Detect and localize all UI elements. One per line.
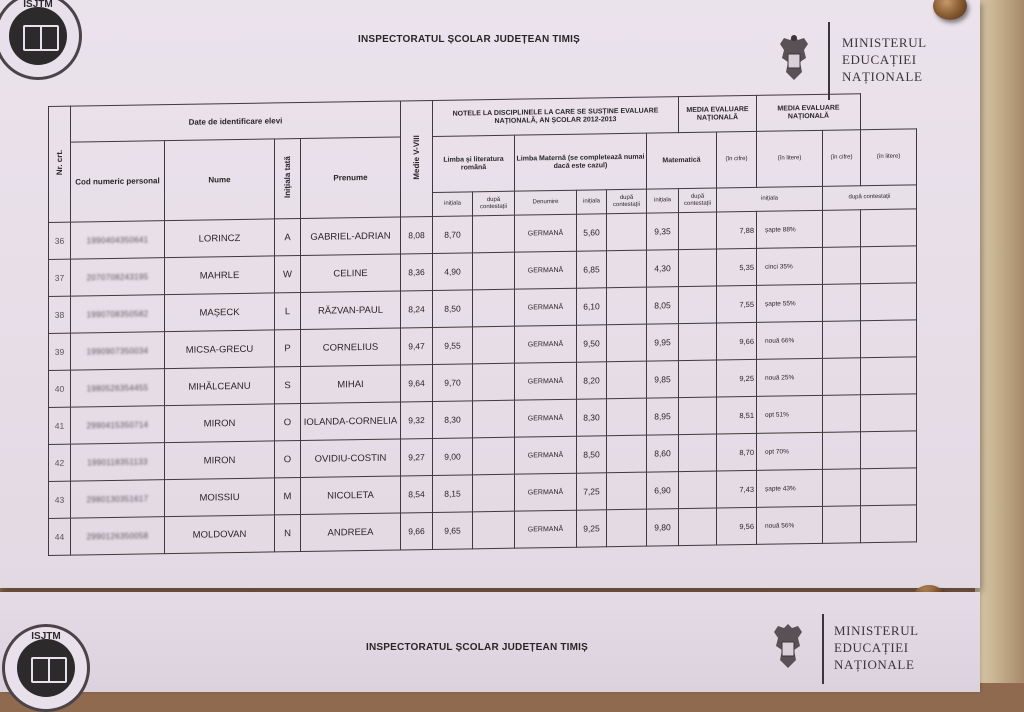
row-media2-cifre	[823, 284, 861, 322]
row-prenume: RĂZVAN-PAUL	[301, 291, 401, 330]
inspectorate-title: INSPECTORATUL ȘCOLAR JUDEȚEAN TIMIȘ	[358, 34, 581, 45]
row-media-cifre: 7,88	[717, 211, 757, 249]
ministry-name: MINISTERUL EDUCAȚIEI NAȚIONALE	[842, 35, 927, 84]
sub-materna-denumire: Denumire	[515, 190, 577, 215]
row-medie: 8,54	[401, 475, 433, 513]
col-prenume: Prenume	[301, 137, 401, 219]
row-nr: 37	[49, 259, 71, 296]
row-materna-dupa	[607, 398, 647, 436]
row-materna-nota: 8,30	[577, 399, 607, 436]
student-results-table	[48, 92, 917, 556]
sub-mate-initiala: inițiala	[647, 189, 679, 214]
row-prenume: MIHAI	[301, 365, 401, 404]
row-romana: 9,55	[433, 327, 473, 365]
row-materna-dupa	[607, 250, 647, 288]
isjtm-seal-logo-2: ISJTM	[2, 624, 90, 712]
row-materna-nota: 8,50	[577, 436, 607, 473]
row-media-litere: nouă 25%	[757, 358, 823, 396]
row-media2-litere	[861, 431, 917, 469]
row-nr: 36	[49, 222, 71, 259]
row-materna-denumire: GERMANĂ	[515, 473, 577, 511]
row-prenume: IOLANDA-CORNELIA	[301, 402, 401, 441]
row-media2-litere	[861, 283, 917, 321]
row-nr: 38	[49, 296, 71, 333]
row-media-litere: nouă 66%	[757, 321, 823, 359]
sub-mate-dupa: după contestații	[679, 188, 717, 213]
row-materna-denumire: GERMANĂ	[515, 436, 577, 474]
row-romana-dupa	[473, 215, 515, 253]
row-cnp: 1990118351133	[71, 443, 165, 481]
row-mate: 6,90	[647, 472, 679, 510]
row-materna-denumire: GERMANĂ	[515, 510, 577, 548]
row-media-cifre: 9,56	[717, 507, 757, 545]
row-media-litere: nouă 56%	[757, 506, 823, 544]
row-media-cifre: 9,66	[717, 322, 757, 360]
row-media2-litere	[861, 320, 917, 358]
row-initiala: W	[275, 256, 301, 293]
row-materna-nota: 8,20	[577, 362, 607, 399]
row-mate: 8,60	[647, 435, 679, 473]
row-romana: 8,30	[433, 401, 473, 439]
row-nume: LORINCZ	[165, 219, 275, 258]
row-media2-litere	[861, 394, 917, 432]
row-media-litere: opt 51%	[757, 395, 823, 433]
row-media2-cifre	[823, 321, 861, 359]
sub-media-initiala: inițiala	[717, 186, 823, 212]
col-limba-materna: Limba Maternă (se completează numai dacă este cazul)	[515, 133, 647, 191]
row-romana: 9,65	[433, 512, 473, 550]
row-mate-dupa	[679, 286, 717, 324]
row-materna-denumire: GERMANĂ	[515, 214, 577, 252]
row-romana-dupa	[473, 363, 515, 401]
col-matematica: Matematică	[647, 132, 717, 189]
row-nume: MIRON	[165, 404, 275, 443]
row-materna-nota: 6,10	[577, 288, 607, 325]
book-icon	[31, 657, 67, 683]
row-romana-dupa	[473, 437, 515, 475]
col-litere-1: (în litere)	[757, 130, 823, 187]
row-materna-denumire: GERMANĂ	[515, 362, 577, 400]
col-group-grades: NOTELE LA DISCIPLINELE LA CARE SE SUSȚINE EVALUARE NAȚIONALĂ, AN ȘCOLAR 2012-2013	[433, 97, 679, 137]
row-romana: 8,15	[433, 475, 473, 513]
row-romana-dupa	[473, 326, 515, 364]
row-cnp: 2990415350714	[71, 406, 165, 444]
row-initiala: S	[275, 367, 301, 404]
row-romana: 4,90	[433, 253, 473, 291]
row-romana-dupa	[473, 289, 515, 327]
row-romana: 8,70	[433, 216, 473, 254]
row-cnp: 2070708243195	[71, 258, 165, 296]
row-materna-dupa	[607, 361, 647, 399]
row-mate-dupa	[679, 360, 717, 398]
row-materna-dupa	[607, 287, 647, 325]
col-group-media-initial: MEDIA EVALUARE NAȚIONALĂ	[679, 95, 757, 132]
row-cnp: 1990404350641	[71, 221, 165, 259]
sub-media-dupa: după contestații	[823, 185, 917, 210]
row-prenume: GABRIEL-ADRIAN	[301, 217, 401, 256]
row-medie: 9,64	[401, 364, 433, 402]
row-media-cifre: 9,25	[717, 359, 757, 397]
row-materna-dupa	[607, 509, 647, 547]
row-media-cifre: 5,35	[717, 248, 757, 286]
row-mate-dupa	[679, 471, 717, 509]
col-romana: Limba și literatura română	[433, 135, 515, 192]
row-nume: MAHRLE	[165, 256, 275, 295]
row-initiala: N	[275, 515, 301, 552]
row-mate-dupa	[679, 397, 717, 435]
row-nume: MOISSIU	[165, 478, 275, 517]
row-mate-dupa	[679, 508, 717, 546]
row-materna-nota: 5,60	[577, 214, 607, 251]
row-nr: 42	[49, 444, 71, 481]
row-materna-denumire: GERMANĂ	[515, 325, 577, 363]
col-cifre-2: (în cifre)	[823, 130, 861, 187]
sub-romana-dupa: după contestații	[473, 191, 515, 216]
col-litere-2: (în litere)	[861, 129, 917, 186]
row-medie: 9,32	[401, 401, 433, 439]
row-mate: 9,80	[647, 509, 679, 547]
row-romana-dupa	[473, 474, 515, 512]
row-media-cifre: 7,55	[717, 285, 757, 323]
row-nr: 43	[49, 481, 71, 518]
row-medie: 8,24	[401, 290, 433, 328]
row-nume: MOLDOVAN	[165, 515, 275, 554]
row-romana-dupa	[473, 511, 515, 549]
row-materna-denumire: GERMANĂ	[515, 399, 577, 437]
inspectorate-title-2: INSPECTORATUL ȘCOLAR JUDEȚEAN TIMIȘ	[366, 642, 589, 653]
row-media-cifre: 8,51	[717, 396, 757, 434]
row-cnp: 2990126350058	[71, 517, 165, 555]
row-media-litere: opt 70%	[757, 432, 823, 470]
sub-romana-initiala: inițiala	[433, 192, 473, 217]
row-media2-cifre	[823, 358, 861, 396]
notice-board-edge	[975, 0, 1024, 683]
ministry-name-2: MINISTERUL EDUCAȚIEI NAȚIONALE	[834, 623, 919, 672]
row-nr: 39	[49, 333, 71, 370]
col-cnp: Cod numeric personal	[71, 141, 165, 222]
row-media2-litere	[861, 209, 917, 247]
book-icon	[23, 25, 59, 51]
row-initiala: O	[275, 404, 301, 441]
col-group-identification: Date de identificare elevi	[71, 101, 401, 142]
row-initiala: A	[275, 219, 301, 256]
row-medie: 8,36	[401, 253, 433, 291]
row-cnp: 1990907350034	[71, 332, 165, 370]
col-group-media-after: MEDIA EVALUARE NAȚIONALĂ	[757, 94, 861, 132]
row-romana: 9,70	[433, 364, 473, 402]
row-mate-dupa	[679, 434, 717, 472]
row-media2-cifre	[823, 506, 861, 544]
isjtm-seal-logo: ISJTM	[0, 0, 82, 80]
row-prenume: CORNELIUS	[301, 328, 401, 367]
col-medie: Medie V-VIII	[401, 100, 433, 217]
row-medie: 9,27	[401, 438, 433, 476]
row-media2-cifre	[823, 469, 861, 507]
row-romana-dupa	[473, 400, 515, 438]
col-cifre-1: (în cifre)	[717, 131, 757, 188]
row-mate: 8,95	[647, 398, 679, 436]
row-materna-dupa	[607, 213, 647, 251]
row-prenume: NICOLETA	[301, 476, 401, 515]
row-medie: 9,47	[401, 327, 433, 365]
romania-coat-of-arms-icon	[768, 620, 808, 672]
sub-materna-dupa: după contestații	[607, 189, 647, 214]
row-romana: 9,00	[433, 438, 473, 476]
row-mate: 8,05	[647, 287, 679, 325]
row-initiala: P	[275, 330, 301, 367]
row-mate: 9,85	[647, 361, 679, 399]
row-media-litere: șapte 55%	[757, 284, 823, 322]
row-media2-cifre	[823, 210, 861, 248]
row-mate: 4,30	[647, 250, 679, 288]
sub-materna-initiala: inițiala	[577, 190, 607, 214]
romania-coat-of-arms-icon	[774, 32, 814, 84]
row-media-litere: cinci 35%	[757, 247, 823, 285]
row-materna-nota: 9,25	[577, 510, 607, 547]
row-materna-dupa	[607, 472, 647, 510]
row-materna-denumire: GERMANĂ	[515, 288, 577, 326]
row-media2-litere	[861, 468, 917, 506]
col-nume: Nume	[165, 139, 275, 221]
row-initiala: L	[275, 293, 301, 330]
col-nr: Nr. crt.	[49, 106, 71, 222]
row-nr: 41	[49, 407, 71, 444]
row-nume: MIHĂLCEANU	[165, 367, 275, 406]
row-materna-nota: 9,50	[577, 325, 607, 362]
row-mate-dupa	[679, 249, 717, 287]
row-materna-denumire: GERMANĂ	[515, 251, 577, 289]
row-media2-litere	[861, 505, 917, 543]
row-cnp: 2980130351617	[71, 480, 165, 518]
row-nr: 44	[49, 518, 71, 555]
row-initiala: M	[275, 478, 301, 515]
row-cnp: 1980526354455	[71, 369, 165, 407]
col-initiala-tata: Inițiala tată	[275, 139, 301, 219]
row-cnp: 1990708350582	[71, 295, 165, 333]
row-nume: MIRON	[165, 441, 275, 480]
row-materna-dupa	[607, 435, 647, 473]
row-media2-cifre	[823, 395, 861, 433]
row-media-cifre: 8,70	[717, 433, 757, 471]
next-sheet	[0, 592, 980, 692]
row-materna-nota: 6,85	[577, 251, 607, 288]
row-nume: MAȘECK	[165, 293, 275, 332]
row-materna-dupa	[607, 324, 647, 362]
row-prenume: ANDREEA	[301, 513, 401, 552]
row-initiala: O	[275, 441, 301, 478]
row-nume: MICSA-GRECU	[165, 330, 275, 369]
row-prenume: OVIDIU-COSTIN	[301, 439, 401, 478]
row-romana: 8,50	[433, 290, 473, 328]
row-mate: 9,95	[647, 324, 679, 362]
row-medie: 8,08	[401, 216, 433, 254]
row-media2-cifre	[823, 432, 861, 470]
row-mate: 9,35	[647, 213, 679, 251]
row-nr: 40	[49, 370, 71, 407]
row-medie: 9,66	[401, 512, 433, 550]
row-romana-dupa	[473, 252, 515, 290]
row-media-litere: șapte 88%	[757, 210, 823, 248]
row-mate-dupa	[679, 323, 717, 361]
row-mate-dupa	[679, 212, 717, 250]
row-media2-litere	[861, 357, 917, 395]
row-materna-nota: 7,25	[577, 473, 607, 510]
row-prenume: CELINE	[301, 254, 401, 293]
row-media-cifre: 7,43	[717, 470, 757, 508]
row-media2-litere	[861, 246, 917, 284]
row-media-litere: șapte 43%	[757, 469, 823, 507]
row-media2-cifre	[823, 247, 861, 285]
